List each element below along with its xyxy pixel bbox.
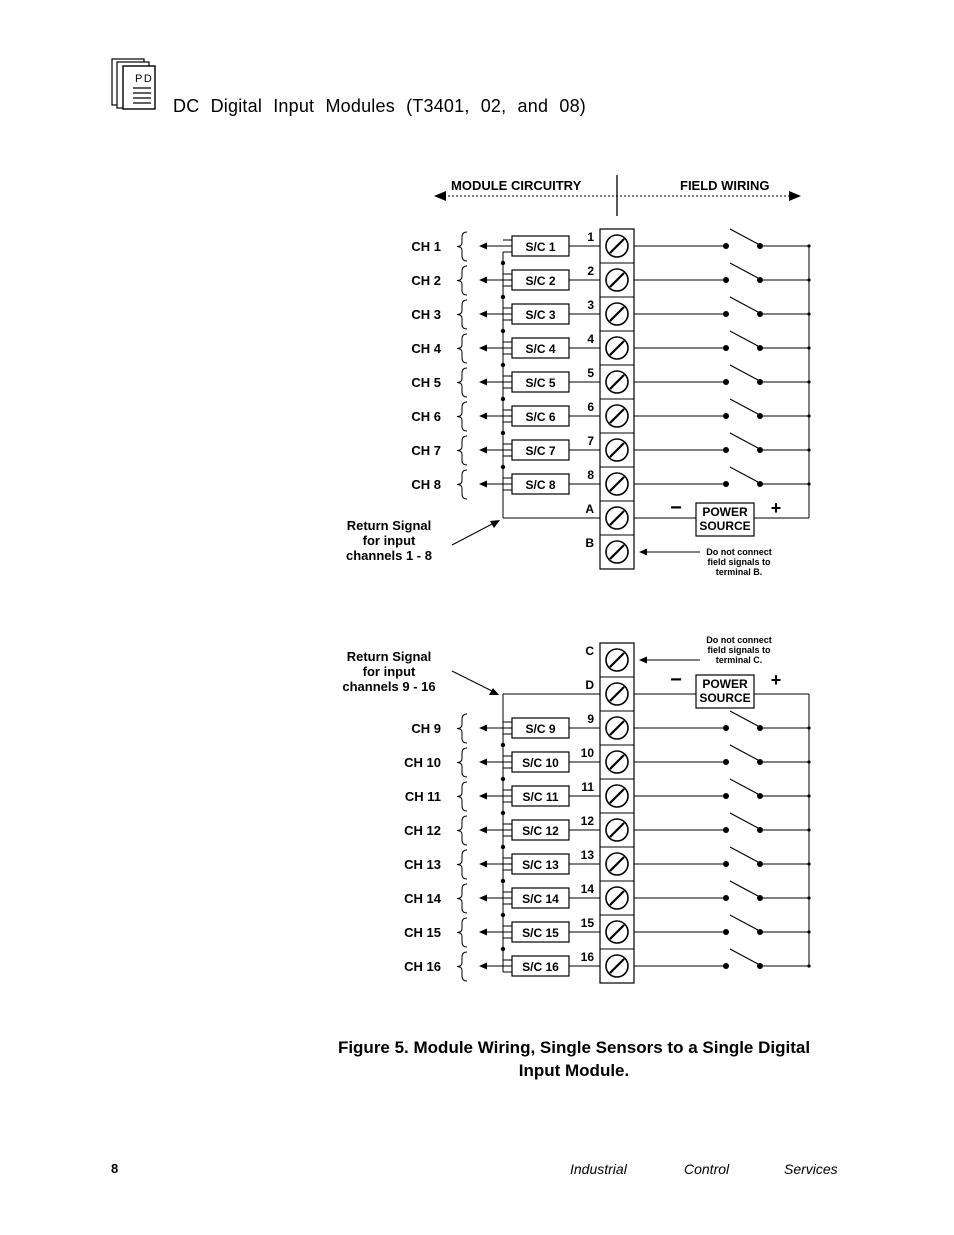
lower-switch-1-contact-a	[723, 759, 729, 765]
upper-switch-2-blade	[730, 297, 758, 312]
channel-lower-3-brace	[457, 816, 467, 845]
upper-switch-4-blade	[730, 365, 758, 380]
channel-lower-4-terminal-number: 13	[580, 848, 594, 862]
upper-terminal-b-label: B	[585, 536, 594, 550]
lower-switch-3-blade	[730, 813, 758, 828]
lower-switch-5-contact-a	[723, 895, 729, 901]
upper-power-source-line-1: POWER	[702, 505, 748, 519]
channel-upper-3-brace	[457, 334, 467, 363]
channel-upper-6-brace	[457, 436, 467, 465]
lower-switch-7-blade	[730, 949, 758, 964]
lower-switch-0-blade	[730, 711, 758, 726]
lower-switch-3-contact-a	[723, 827, 729, 833]
field-wiring-label: FIELD WIRING	[680, 178, 770, 193]
page-header-title: DC Digital Input Modules (T3401, 02, and 08)	[173, 96, 586, 116]
channel-upper-0-sc-label: S/C 1	[525, 240, 556, 254]
channel-upper-7-ch-label: CH 8	[411, 477, 441, 492]
upper-switch-7-blade	[730, 467, 758, 482]
upper-switch-6-contact-a	[723, 447, 729, 453]
lower-return-pointer-head	[489, 688, 499, 695]
channel-lower-2-brace	[457, 782, 467, 811]
channel-upper-3-sc-label: S/C 4	[525, 342, 556, 356]
lower-switch-7-contact-a	[723, 963, 729, 969]
channel-lower-3-ch-label: CH 12	[404, 823, 441, 838]
upper-terminal-a-label: A	[585, 502, 594, 516]
channel-upper-2-terminal-number: 3	[587, 298, 594, 312]
lower-switch-2-contact-a	[723, 793, 729, 799]
channel-lower-2-sc-label: S/C 11	[522, 790, 559, 804]
upper-switch-1-blade	[730, 263, 758, 278]
channel-upper-0-ch-label: CH 1	[411, 239, 441, 254]
upper-switch-0-blade	[730, 229, 758, 244]
upper-return-pointer-line	[452, 523, 494, 545]
lower-plus-sign: +	[770, 670, 782, 690]
channel-lower-1-terminal-number: 10	[580, 746, 594, 760]
channel-upper-1-terminal-number: 2	[587, 264, 594, 278]
channel-lower-0-brace	[457, 714, 467, 743]
channel-lower-6-ch-label: CH 15	[404, 925, 441, 940]
figure-caption	[300, 1036, 848, 1082]
channel-lower-7-ch-label: CH 16	[404, 959, 441, 974]
upper-note-arrow-head	[639, 549, 647, 556]
channel-upper-0-brace	[457, 232, 467, 261]
channel-lower-1-brace	[457, 748, 467, 777]
upper-return-label-1: Return Signal	[346, 518, 432, 533]
channel-upper-1-brace	[457, 266, 467, 295]
upper-switch-2-contact-a	[723, 311, 729, 317]
upper-switch-4-contact-a	[723, 379, 729, 385]
footer-services: Services	[784, 1161, 838, 1177]
channel-upper-5-terminal-number: 6	[587, 400, 594, 414]
channel-upper-6-signal-arrow-head	[479, 447, 487, 454]
channel-upper-5-sc-label: S/C 6	[525, 410, 556, 424]
channel-lower-6-sc-label: S/C 15	[522, 926, 559, 940]
channel-upper-6-sc-label: S/C 7	[525, 444, 556, 458]
lower-switch-5-blade	[730, 881, 758, 896]
upper-switch-5-blade	[730, 399, 758, 414]
channel-lower-1-signal-arrow-head	[479, 759, 487, 766]
channel-upper-0-terminal-number: 1	[587, 230, 594, 244]
channel-upper-7-signal-arrow-head	[479, 481, 487, 488]
channel-upper-5-ch-label: CH 6	[411, 409, 441, 424]
upper-return-label-2: for input	[362, 533, 416, 548]
channel-upper-4-brace	[457, 368, 467, 397]
channel-lower-3-sc-label: S/C 12	[522, 824, 559, 838]
channel-lower-0-signal-arrow-head	[479, 725, 487, 732]
channel-lower-7-sc-label: S/C 16	[522, 960, 559, 974]
lower-switch-0-contact-a	[723, 725, 729, 731]
channel-lower-6-terminal-number: 15	[580, 916, 594, 930]
channel-lower-3-signal-arrow-head	[479, 827, 487, 834]
channel-upper-5-brace	[457, 402, 467, 431]
upper-switch-7-contact-a	[723, 481, 729, 487]
lower-power-source-line-2: SOURCE	[699, 691, 751, 705]
channel-lower-1-sc-label: S/C 10	[522, 756, 559, 770]
lower-return-pointer-line	[452, 671, 492, 691]
diagram-static-layer	[434, 175, 801, 216]
channel-lower-0-terminal-number: 9	[587, 712, 594, 726]
channel-upper-2-ch-label: CH 3	[411, 307, 441, 322]
upper-switch-1-contact-a	[723, 277, 729, 283]
channel-lower-4-brace	[457, 850, 467, 879]
channel-lower-5-signal-arrow-head	[479, 895, 487, 902]
channel-lower-6-signal-arrow-head	[479, 929, 487, 936]
channel-upper-5-signal-arrow-head	[479, 413, 487, 420]
upper-switch-3-contact-a	[723, 345, 729, 351]
upper-minus-sign: −	[670, 497, 682, 519]
channel-upper-2-brace	[457, 300, 467, 329]
figure-caption-line-1: Figure 5. Module Wiring, Single Sensors to a Single Digital	[337, 1038, 811, 1057]
lower-terminal-d-label: D	[585, 678, 594, 692]
upper-note-line-3: terminal B.	[715, 567, 763, 577]
footer-control: Control	[684, 1161, 730, 1177]
upper-plus-sign: +	[770, 498, 782, 518]
channel-lower-7-signal-arrow-head	[479, 963, 487, 970]
figure-caption-line-2: Input Module.	[518, 1061, 630, 1080]
channel-upper-4-terminal-number: 5	[587, 366, 594, 380]
lower-minus-sign: −	[670, 669, 682, 691]
upper-note-line-2: field signals to	[707, 557, 771, 567]
module-circuitry-label: MODULE CIRCUITRY	[451, 178, 582, 193]
channel-upper-3-ch-label: CH 4	[411, 341, 441, 356]
channel-lower-2-signal-arrow-head	[479, 793, 487, 800]
channel-upper-4-signal-arrow-head	[479, 379, 487, 386]
channel-lower-5-ch-label: CH 14	[404, 891, 441, 906]
footer-page-number: 8	[111, 1161, 119, 1176]
channel-upper-2-signal-arrow-head	[479, 311, 487, 318]
lower-note-line-1: Do not connect	[706, 635, 772, 645]
channel-upper-1-ch-label: CH 2	[411, 273, 441, 288]
channel-upper-1-signal-arrow-head	[479, 277, 487, 284]
channel-lower-4-ch-label: CH 13	[404, 857, 441, 872]
channel-lower-5-terminal-number: 14	[580, 882, 594, 896]
channel-upper-7-brace	[457, 470, 467, 499]
lower-return-label-3: channels 9 - 16	[342, 679, 436, 694]
channel-upper-0-signal-arrow-head	[479, 243, 487, 250]
lower-terminal-c-label: C	[585, 644, 594, 658]
channel-upper-7-sc-label: S/C 8	[525, 478, 556, 492]
upper-switch-5-contact-a	[723, 413, 729, 419]
channel-upper-2-sc-label: S/C 3	[525, 308, 556, 322]
footer-industrial: Industrial	[570, 1161, 627, 1177]
channel-upper-4-sc-label: S/C 5	[525, 376, 556, 390]
upper-power-source-line-2: SOURCE	[699, 519, 751, 533]
lower-note-line-3: terminal C.	[715, 655, 763, 665]
lower-return-label-1: Return Signal	[346, 649, 432, 664]
channel-lower-6-brace	[457, 918, 467, 947]
channel-upper-3-signal-arrow-head	[479, 345, 487, 352]
lower-note-line-2: field signals to	[707, 645, 771, 655]
lower-note-arrow-head	[639, 657, 647, 664]
channel-lower-4-sc-label: S/C 13	[522, 858, 559, 872]
channel-upper-1-sc-label: S/C 2	[525, 274, 556, 288]
channel-lower-7-terminal-number: 16	[580, 950, 594, 964]
channel-upper-6-terminal-number: 7	[587, 434, 594, 448]
lower-return-label-2: for input	[362, 664, 416, 679]
lower-switch-6-contact-a	[723, 929, 729, 935]
upper-note-line-1: Do not connect	[706, 547, 772, 557]
channel-lower-2-ch-label: CH 11	[404, 789, 441, 804]
channel-lower-7-brace	[457, 952, 467, 981]
channel-lower-2-terminal-number: 11	[581, 780, 594, 794]
channel-lower-0-sc-label: S/C 9	[525, 722, 556, 736]
channel-lower-5-brace	[457, 884, 467, 913]
channel-upper-4-ch-label: CH 5	[411, 375, 441, 390]
channel-lower-3-terminal-number: 12	[580, 814, 594, 828]
channel-lower-4-signal-arrow-head	[479, 861, 487, 868]
lower-switch-4-blade	[730, 847, 758, 862]
channel-lower-1-ch-label: CH 10	[404, 755, 441, 770]
lower-switch-2-blade	[730, 779, 758, 794]
upper-switch-0-contact-a	[723, 243, 729, 249]
upper-return-label-3: channels 1 - 8	[346, 548, 432, 563]
lower-switch-6-blade	[730, 915, 758, 930]
upper-switch-6-blade	[730, 433, 758, 448]
channel-upper-3-terminal-number: 4	[587, 332, 594, 346]
channel-lower-5-sc-label: S/C 14	[522, 892, 559, 906]
lower-switch-1-blade	[730, 745, 758, 760]
channel-upper-6-ch-label: CH 7	[411, 443, 441, 458]
channel-upper-7-terminal-number: 8	[587, 468, 594, 482]
pd-logo-letters: PD	[135, 73, 154, 85]
lower-power-source-line-1: POWER	[702, 677, 748, 691]
upper-switch-3-blade	[730, 331, 758, 346]
channel-lower-0-ch-label: CH 9	[411, 721, 441, 736]
lower-switch-4-contact-a	[723, 861, 729, 867]
